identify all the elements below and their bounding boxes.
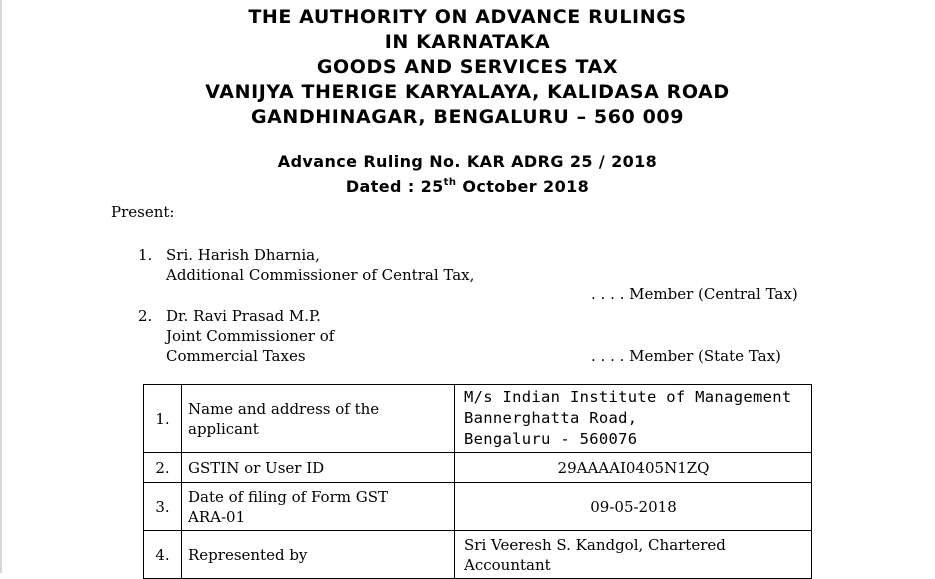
row-value [455, 531, 812, 579]
label-line: Name and address of the [188, 399, 380, 418]
row-number: 1. [144, 385, 182, 453]
authority-address-line2: GANDHINAGAR, BENGALURU – 560 009 [250, 106, 685, 128]
member-2-designation-line2: Commercial Taxes [166, 347, 306, 365]
member-1-name: Sri. Harish Dharnia, [166, 246, 320, 264]
member-2-role: . . . . Member (State Tax) [591, 347, 781, 365]
value-line: Bengaluru - 560076 [464, 430, 638, 448]
row-label [182, 531, 455, 579]
label-line: GSTIN or User ID [188, 458, 325, 477]
row-number: 3. [144, 483, 182, 531]
member-1-designation: Additional Commissioner of Central Tax, [166, 266, 475, 284]
applicant-details-table [143, 384, 812, 579]
ruling-number: Advance Ruling No. KAR ADRG 25 / 2018 [277, 152, 658, 171]
value-line: Bannerghatta Road, [464, 409, 638, 427]
table-row [144, 453, 812, 483]
value-line: 09-05-2018 [590, 497, 677, 516]
ruling-date-prefix: Dated : 25 [345, 177, 444, 196]
row-label [182, 453, 455, 483]
member-2-index: 2. [138, 307, 153, 325]
authority-state: IN KARNATAKA [384, 31, 551, 53]
ruling-date [0, 176, 935, 201]
label-line: ARA-01 [188, 507, 246, 526]
value-line: M/s Indian Institute of Management [464, 388, 792, 406]
row-value [455, 385, 812, 453]
row-label [182, 483, 455, 531]
value-line: 29AAAAI0405N1ZQ [557, 458, 710, 477]
table-row [144, 531, 812, 579]
value-line: Sri Veeresh S. Kandgol, Chartered [464, 535, 726, 554]
table-row [144, 385, 812, 453]
table-row [144, 483, 812, 531]
present-heading: Present: [111, 203, 175, 221]
label-line: Represented by [188, 545, 308, 564]
label-line: applicant [188, 419, 259, 438]
ruling-date-suffix: October 2018 [456, 177, 590, 196]
row-number: 2. [144, 453, 182, 483]
authority-address-line1: VANIJYA THERIGE KARYALAYA, KALIDASA ROAD [205, 81, 730, 103]
member-1-index: 1. [138, 246, 153, 264]
member-2-designation-line1: Joint Commissioner of [166, 327, 335, 345]
value-line: Accountant [464, 555, 551, 574]
authority-tax: GOODS AND SERVICES TAX [316, 56, 619, 78]
row-value [455, 483, 812, 531]
row-value [455, 453, 812, 483]
member-2-name: Dr. Ravi Prasad M.P. [166, 307, 321, 325]
authority-title: THE AUTHORITY ON ADVANCE RULINGS [248, 6, 687, 28]
label-line: Date of filing of Form GST [188, 487, 389, 506]
row-number: 4. [144, 531, 182, 579]
row-label [182, 385, 455, 453]
member-1-role: . . . . Member (Central Tax) [591, 285, 798, 303]
ruling-date-superscript: th [443, 177, 457, 188]
